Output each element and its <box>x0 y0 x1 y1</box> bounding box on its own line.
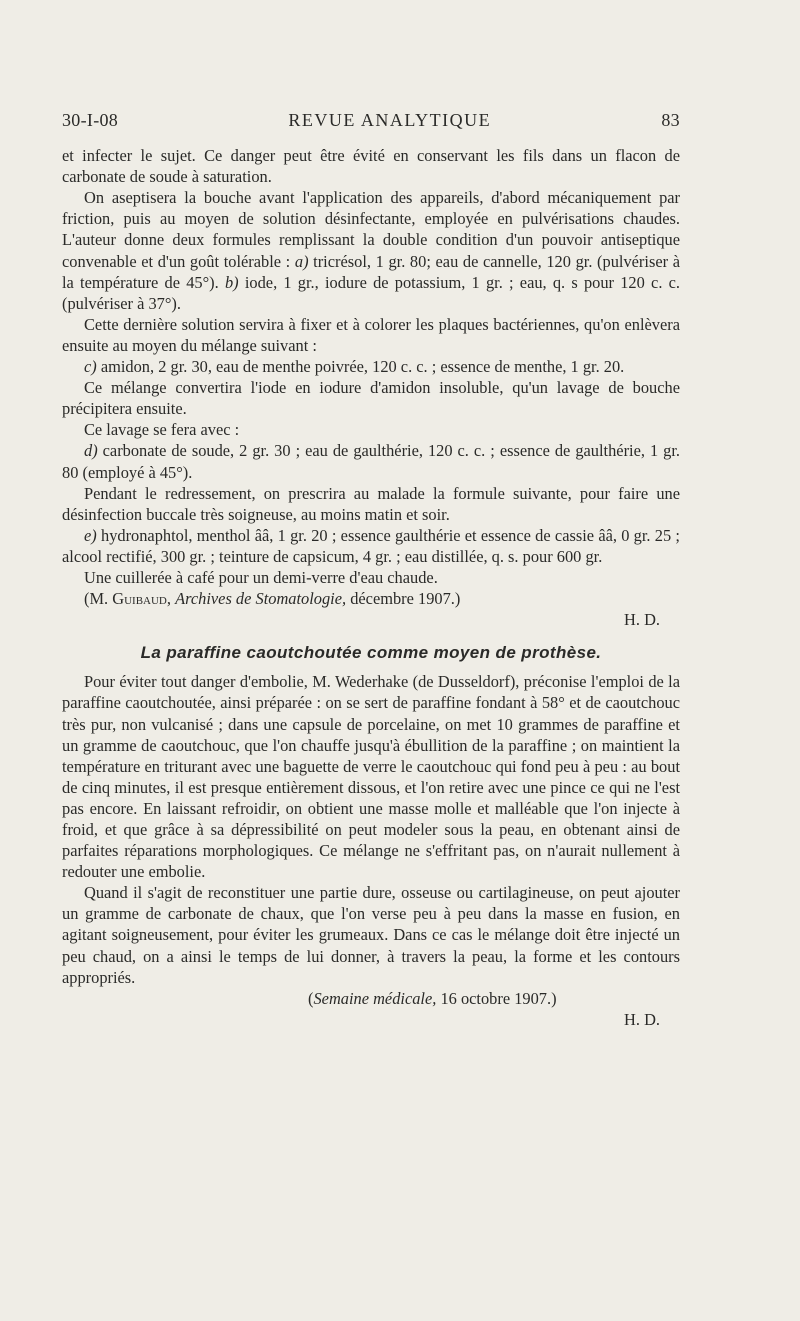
citation-open: ( <box>308 988 314 1008</box>
paragraph-text: amidon, 2 gr. 30, eau de menthe poivrée, 120 c. c. ; essence de menthe, 1 gr. 20. <box>100 357 625 377</box>
formula-label: e) <box>84 525 97 545</box>
article-orthodontic-hygiene <box>62 145 680 630</box>
author-signature: H. D. <box>624 610 660 630</box>
paragraph-text: tricrésol, 1 gr. 80; eau de cannelle, 120 gr. (pulvériser à la température de 45°). <box>62 251 680 292</box>
author-signature: H. D. <box>624 1009 660 1029</box>
citation-open: (M. <box>84 589 109 609</box>
formula-label: a) <box>294 251 309 271</box>
header-date: 30-I-08 <box>62 110 119 130</box>
article-paraffin-prosthesis <box>62 671 680 1030</box>
paragraph <box>62 187 680 314</box>
citation <box>62 988 680 1009</box>
paragraph: et infecter le sujet. Ce danger peut être évité en conservant les fils dans un flacon de carbonate de soude à saturation. <box>62 146 680 187</box>
citation-date: décembre 1907.) <box>350 589 461 609</box>
paragraph: Pendant le redressement, on prescrira au malade la formule suivante, pour faire une désinfection buccale très soigneuse, au moins matin et soir. <box>62 483 680 524</box>
paragraph-text: On aseptisera la bouche avant l'application des appareils, d'abord mécaniquement par friction, puis au moyen de solution désinfectante, employée en pulvérisations chaudes. L'auteur donne deux formules remplissant la double condition d'un pouvoir antiseptique convenable et d'un goût tolérable : <box>62 188 680 271</box>
paragraph-text: iode, 1 gr., iodure de potassium, 1 gr. ; eau, q. s pour 120 c. c. (pulvériser à 37°). <box>62 272 681 313</box>
paragraph: Une cuillerée à café pour un demi-verre d'eau chaude. <box>84 567 438 587</box>
running-header <box>62 110 680 131</box>
citation-comma: , <box>166 589 171 609</box>
formula-label: d) <box>84 441 98 461</box>
paragraph <box>62 525 680 567</box>
paragraph: Ce lavage se fera avec : <box>84 420 240 440</box>
citation-author: Guibaud <box>112 589 167 609</box>
paragraph <box>62 440 680 482</box>
journal-page <box>62 110 680 1030</box>
paragraph <box>62 356 680 377</box>
citation-journal: Archives de Stomatologie, <box>175 589 347 609</box>
paragraph: Quand il s'agit de reconstituer une partie dure, osseuse ou cartilagineuse, on peut ajouter un gramme de carbonate de chaux, que l'on verse peu à peu dans la masse en fusion, en agitant soigneusement, pour éviter les grumeaux. Dans ce cas le mélange doit être injecté un peu chaud, on a ainsi le temps de lui donner, à travers la peau, la forme et les contours appropriés. <box>62 883 680 987</box>
paragraph: Pour éviter tout danger d'embolie, M. Wederhake (de Dusseldorf), préconise l'emploi de la paraffine caoutchoutée, ainsi préparée : on se sert de paraffine fondant à 58° et de caoutchouc très pur, non vulcanisé ; dans une capsule de porcelaine, on met 10 grammes de paraffine et un gramme de caoutchouc, que l'on chauffe jusqu'à ébullition de la paraffine ; on maintient la température en triturant avec une baguette de verre le caoutchouc qui fond peu à peu : au bout de cinq minutes, il est presque entièrement dissous, et l'on retire avec une pince ce qui ne l'est pas encore. En laissant refroidir, on obtient une masse molle et malléable que l'on injecte à froid, et que grâce à sa dépressibilité on peut modeler sous la peau, en obtenant ainsi de parfaites réparations morphologiques. Ce mélange ne s'effritant pas, on n'aurait nullement à redouter une embolie. <box>62 672 680 882</box>
citation <box>62 588 680 609</box>
paragraph-text: hydronaphtol, menthol ââ, 1 gr. 20 ; essence gaulthérie et essence de cassie ââ, 0 gr. 25 ; alcool rectifié, 300 gr. ; teinture de capsicum, 4 gr. ; eau distillée, q. s. pour 600 gr. <box>62 525 680 566</box>
page-number: 83 <box>661 110 680 130</box>
paragraph-text: carbonate de soude, 2 gr. 30 ; eau de gaulthérie, 120 c. c. ; essence de gaulthérie, 1 gr. 80 (employé à 45°). <box>62 441 680 482</box>
paragraph: Ce mélange convertira l'iode en iodure d'amidon insoluble, qu'un lavage de bouche précipitera ensuite. <box>62 378 680 419</box>
citation-date: 16 octobre 1907.) <box>440 988 557 1008</box>
citation-journal: Semaine médicale, <box>313 988 437 1008</box>
formula-label: b) <box>224 272 239 292</box>
paragraph: Cette dernière solution servira à fixer et à colorer les plaques bactériennes, qu'on enlèvera ensuite au moyen du mélange suivant : <box>62 314 680 355</box>
formula-label: c) <box>84 357 97 377</box>
header-title: REVUE ANALYTIQUE <box>288 110 492 130</box>
section-title: La paraffine caoutchoutée comme moyen de prothèse. <box>140 643 602 663</box>
